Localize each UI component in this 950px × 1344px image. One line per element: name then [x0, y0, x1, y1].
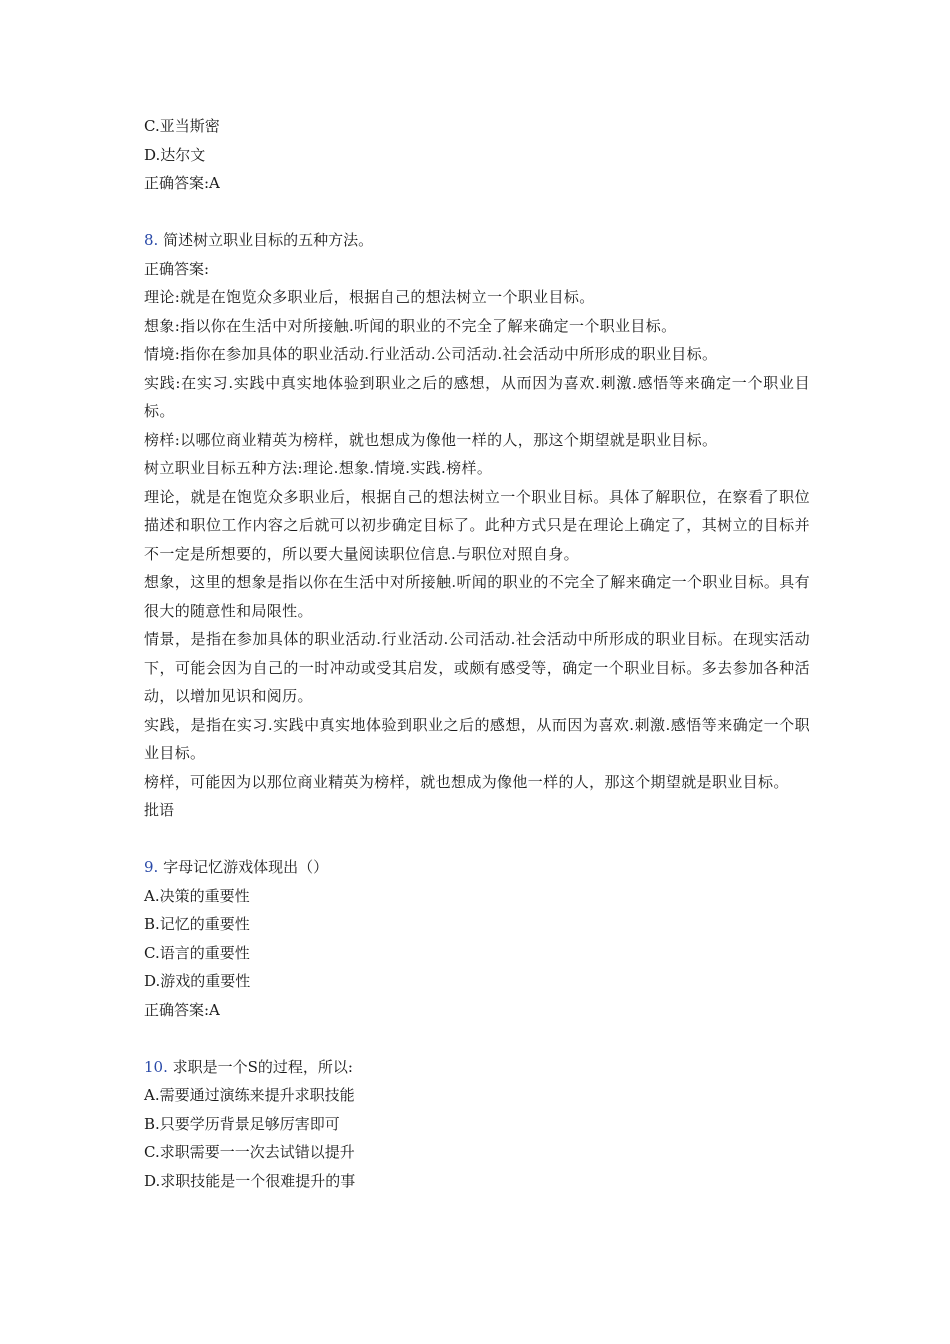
q8-summary-imagination: 想象:指以你在生活中对所接触.听闻的职业的不完全了解来确定一个职业目标。 [144, 316, 677, 335]
q8-summary-theory: 理论:就是在饱览众多职业后，根据自己的想法树立一个职业目标。 [144, 288, 595, 306]
q8-summary-practice: 实践:在实习.实践中真实地体验到职业之后的感想，从而因为喜欢.刺激.感悟等来确定一个职业目标。 [144, 373, 810, 420]
q8-number: 8. [144, 231, 159, 249]
q9-option-c: C.语言的重要性 [144, 943, 250, 962]
spacer [144, 825, 810, 854]
q8-summary-situation: 情境:指你在参加具体的职业活动.行业活动.公司活动.社会活动中所形成的职业目标。 [144, 345, 718, 363]
q8-detail-theory: 理论，就是在饱览众多职业后，根据自己的想法树立一个职业目标。具体了解职位，在察看了职位描述和职位工作内容之后就可以初步确定目标了。此种方式只是在理论上确定了，其树立的目标并不一定是所想要的，所以要大量阅读职位信息.与职位对照自身。 [144, 487, 810, 563]
q10-option-a: A.需要通过演练来提升求职技能 [144, 1086, 355, 1104]
q9-title [144, 853, 810, 882]
q10-question: 求职是一个S的过程，所以: [172, 1057, 353, 1076]
q9-number: 9. [144, 858, 159, 876]
q8-detail-role-model: 榜样，可能因为以那位商业精英为榜样，就也想成为像他一样的人，那这个期望就是职业目标。 [144, 772, 789, 791]
q8-detail-situation: 情景，是指在参加具体的职业活动.行业活动.公司活动.社会活动中所形成的职业目标。在现实活动下，可能会因为自己的一时冲动或受其启发，或颇有感受等，确定一个职业目标。多去参加各种活动，以增加见识和阅历。 [144, 630, 810, 705]
q8-comment: 批语 [144, 801, 175, 819]
q7-answer: 正确答案:A [144, 174, 220, 192]
question-10 [144, 1053, 810, 1196]
question-7-tail [144, 112, 810, 198]
q9-option-b: B.记忆的重要性 [144, 915, 250, 933]
q8-summary-list: 树立职业目标五种方法:理论.想象.情境.实践.榜样。 [144, 459, 493, 477]
question-8 [144, 226, 810, 825]
q9-question: 字母记忆游戏体现出（） [163, 858, 329, 876]
q8-summary-role-model: 榜样:以哪位商业精英为榜样，就也想成为像他一样的人，那这个期望就是职业目标。 [144, 430, 718, 449]
spacer [144, 1024, 810, 1053]
q9-answer: 正确答案:A [144, 1000, 220, 1019]
spacer [144, 198, 810, 227]
q8-title [144, 226, 810, 255]
q10-option-d: D.求职技能是一个很难提升的事 [144, 1171, 356, 1190]
q8-question: 简述树立职业目标的五种方法。 [163, 231, 374, 249]
q8-answer-label: 正确答案: [144, 259, 210, 278]
q8-detail-practice: 实践，是指在实习.实践中真实地体验到职业之后的感想，从而因为喜欢.刺激.感悟等来确定一个职业目标。 [144, 715, 810, 762]
q10-option-c: C.求职需要一一次去试错以提升 [144, 1143, 355, 1161]
document-page [144, 112, 810, 1195]
q10-title [144, 1053, 810, 1082]
q9-option-a: A.决策的重要性 [144, 886, 250, 905]
q7-option-c: C.亚当斯密 [144, 117, 220, 135]
q9-option-d: D.游戏的重要性 [144, 972, 251, 990]
q7-option-d: D.达尔文 [144, 145, 206, 164]
q10-option-b: B.只要学历背景足够厉害即可 [144, 1114, 340, 1133]
question-9 [144, 853, 810, 1024]
q8-detail-imagination: 想象，这里的想象是指以你在生活中对所接触.听闻的职业的不完全了解来确定一个职业目标。具有很大的随意性和局限性。 [144, 573, 810, 620]
q10-number: 10. [144, 1057, 168, 1076]
